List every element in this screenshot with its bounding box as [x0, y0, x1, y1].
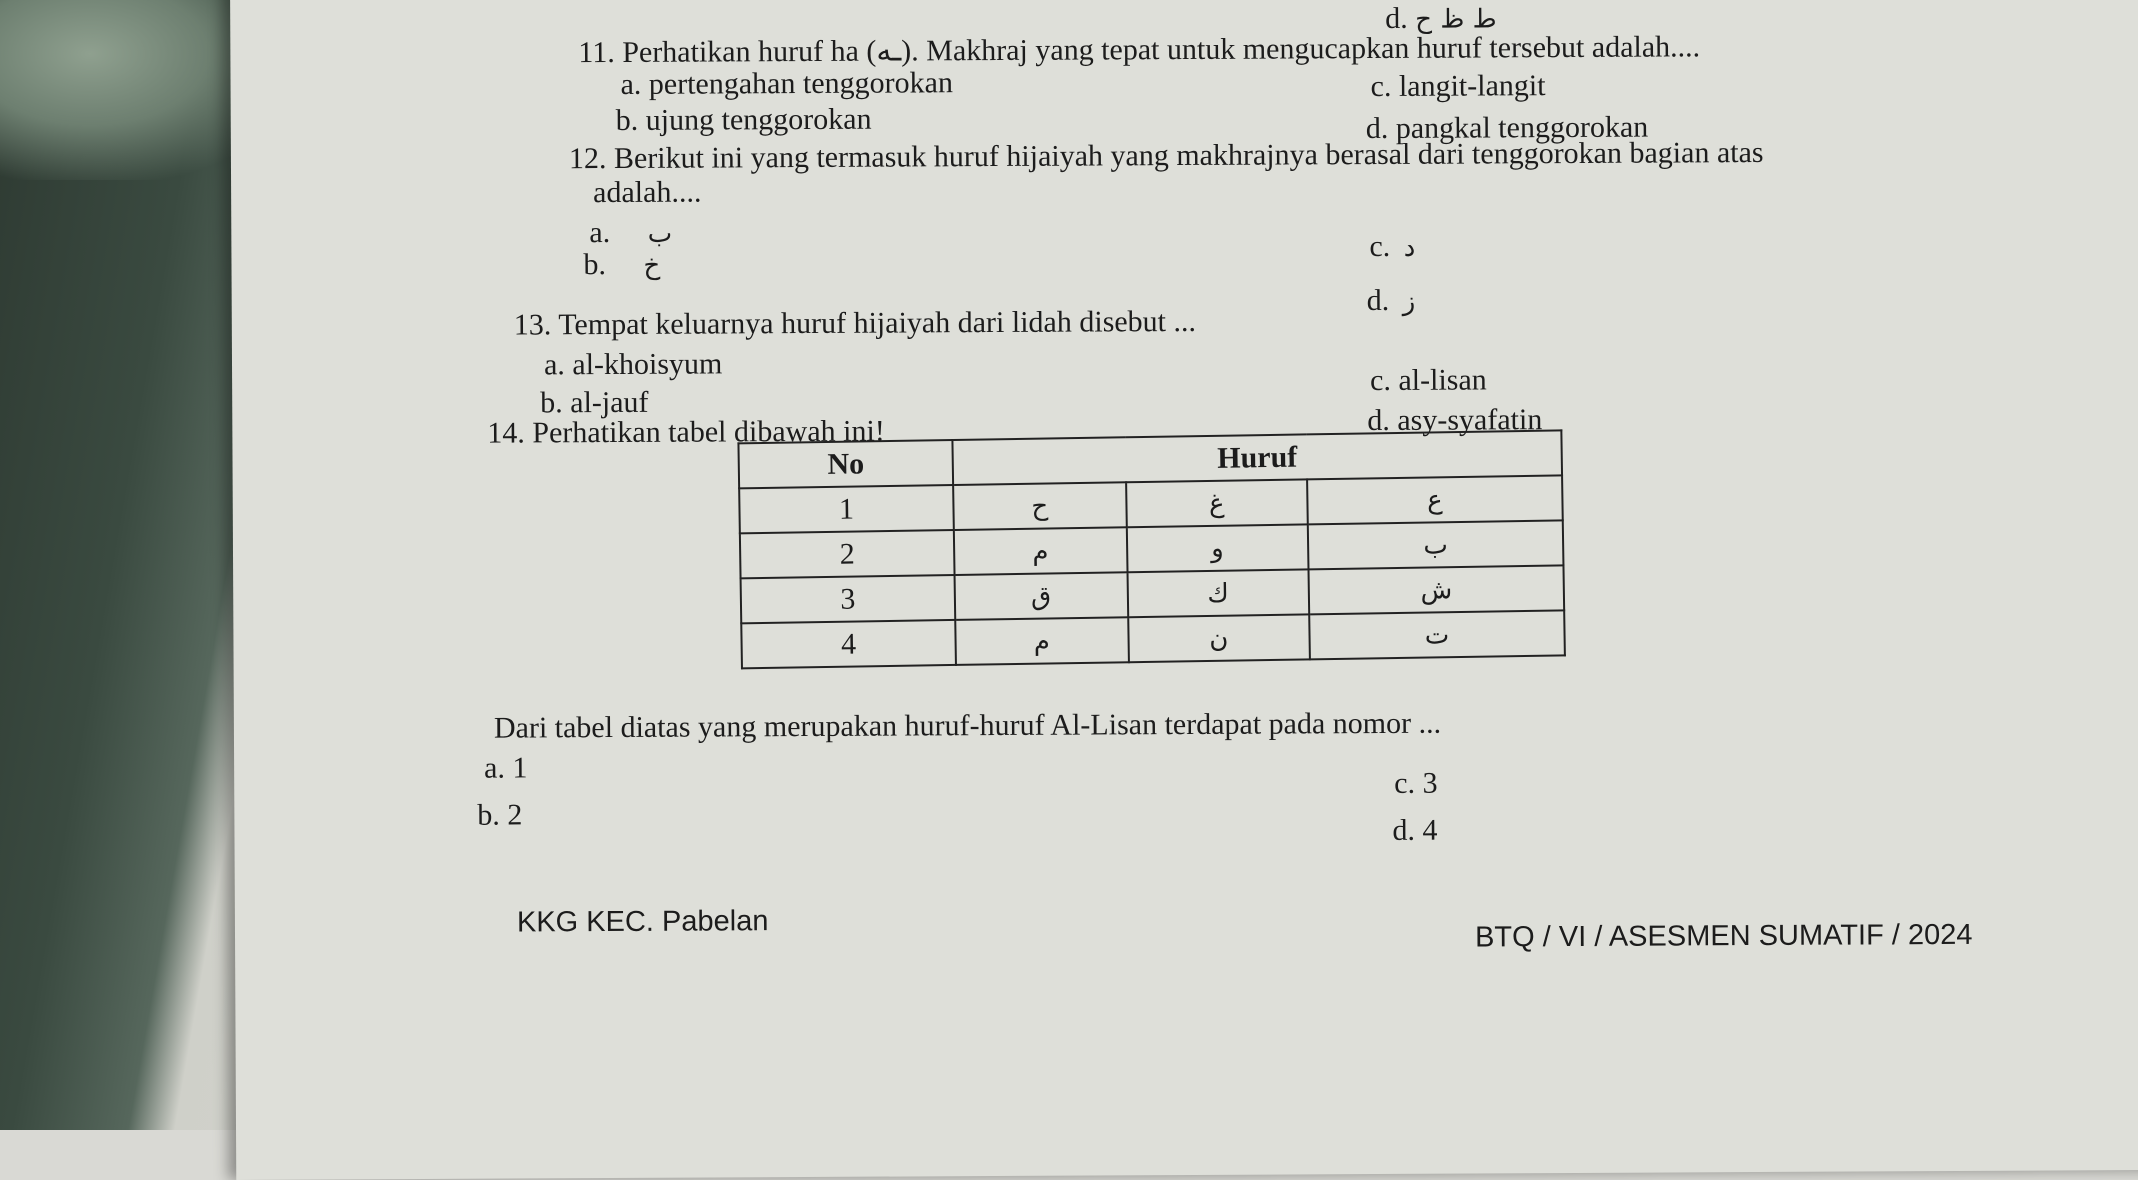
q14-option-c: c. 3	[1394, 766, 1438, 800]
prev-option-d-label: d.	[1385, 1, 1408, 35]
q13-option-a: a. al-khoisyum	[543, 347, 723, 382]
q11-option-d: d. pangkal tenggorokan	[1365, 110, 1649, 146]
table-cell-no: 2	[740, 530, 955, 578]
table-cell-no: 4	[741, 620, 956, 668]
question-13: 13. Tempat keluarnya huruf hijaiyah dari lidah disebut ...	[513, 304, 1197, 342]
table-header-huruf: Huruf	[952, 430, 1562, 485]
table-cell-letter: ش	[1308, 565, 1564, 614]
table-cell-no: 3	[741, 575, 956, 623]
q12-option-a-letter: ب	[647, 218, 673, 249]
footer-right: BTQ / VI / ASESMEN SUMATIF / 2024	[1474, 918, 1973, 954]
prev-option-d-letters: ط ظ ح	[1415, 4, 1497, 35]
table-cell-letter: ح	[953, 482, 1126, 530]
q11-option-c: c. langit-langit	[1370, 69, 1546, 104]
q12-option-d-letter: ز	[1402, 286, 1416, 317]
prev-option-d	[1385, 3, 1497, 34]
exam-paper	[230, 0, 2138, 1180]
q11-option-b: b. ujung tenggorokan	[615, 102, 872, 137]
q13-option-d: d. asy-syafatin	[1367, 403, 1543, 438]
q13-option-c: c. al-lisan	[1370, 363, 1487, 398]
table-cell-letter: ن	[1128, 614, 1310, 662]
table-cell-letter: م	[954, 527, 1127, 575]
question-11: 11. Perhatikan huruf ha (ـه). Makhraj yang tepat untuk mengucapkan huruf tersebut adalah....	[578, 30, 1701, 70]
table-cell-letter: و	[1126, 524, 1308, 572]
q12-option-d	[1366, 283, 1416, 318]
huruf-table	[737, 429, 1565, 669]
table-cell-no: 1	[739, 485, 954, 533]
q14-option-a: a. 1	[484, 751, 528, 785]
q12-option-d-label: d.	[1366, 283, 1390, 318]
question-12: 12. Berikut ini yang termasuk huruf hijaiyah yang makhrajnya berasal dari tenggorokan bagian atas	[568, 135, 1764, 176]
q12-option-b	[583, 250, 660, 280]
q12-option-c-label: c.	[1369, 229, 1391, 264]
q12-option-c	[1369, 229, 1416, 264]
q12-option-a	[589, 218, 672, 248]
q14-option-d: d. 4	[1392, 813, 1438, 847]
question-14-prompt: Dari tabel diatas yang merupakan huruf-huruf Al-Lisan terdapat pada nomor ...	[493, 706, 1442, 745]
table-cell-letter: ك	[1127, 569, 1309, 617]
table-header-no: No	[738, 440, 953, 488]
table-cell-letter: ق	[955, 572, 1128, 620]
table-cell-letter: ت	[1309, 610, 1565, 659]
table-cell-letter: غ	[1126, 479, 1308, 527]
question-14: 14. Perhatikan tabel dibawah ini!	[487, 414, 885, 450]
q13-option-b: b. al-jauf	[540, 385, 649, 420]
q12-option-b-label: b.	[583, 248, 607, 282]
table-cell-letter: م	[955, 617, 1128, 665]
q14-option-b: b. 2	[477, 798, 523, 832]
table-cell-letter: ب	[1308, 520, 1564, 569]
table-cell-letter: ع	[1307, 475, 1563, 524]
q12-option-c-letter: د	[1403, 232, 1416, 263]
q12-option-b-letter: خ	[643, 250, 661, 281]
q11-option-a: a. pertengahan tenggorokan	[620, 66, 953, 101]
q12-option-a-label: a.	[589, 216, 611, 250]
footer-left: KKG KEC. Pabelan	[516, 905, 769, 939]
question-12-cont: adalah....	[593, 175, 702, 210]
